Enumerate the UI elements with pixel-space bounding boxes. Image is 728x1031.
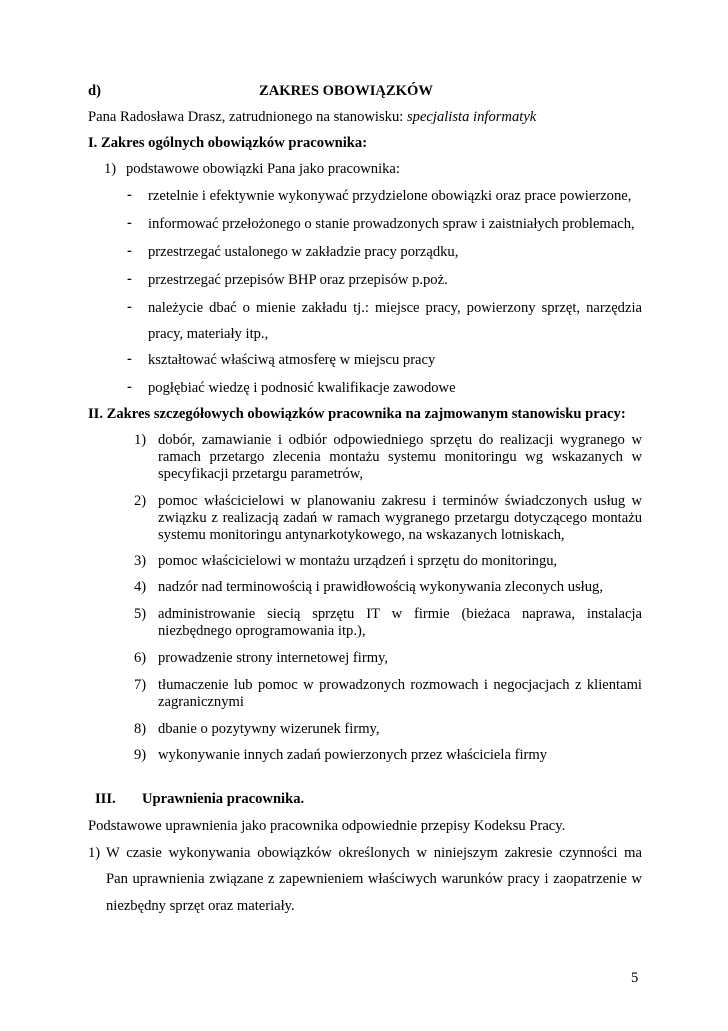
section2-heading: II. Zakres szczegółowych obowiązków pracownika na zajmowanym stanowisku pracy:: [88, 406, 626, 422]
page-number: 5: [631, 970, 639, 986]
section3-intro: Podstawowe uprawnienia jako pracownika odpowiednie przepisy Kodeksu Pracy.: [88, 818, 566, 834]
bullet-dash: -: [127, 243, 132, 259]
section1-item-text: podstawowe obowiązki Pana jako pracownika:: [126, 161, 400, 177]
subtitle-role: specjalista informatyk: [406, 109, 537, 125]
list-item-line: związku z realizacją zadań w ramach wygranego przetargu dotyczącego montażu: [158, 510, 642, 526]
list-item-line: ramach przetargo zlecenia montażu systemu monitoringu wg wskazanych w: [158, 449, 642, 465]
list-item-line: prowadzenie strony internetowej firmy,: [158, 650, 389, 666]
bullet-text: należycie dbać o mienie zakładu tj.: miejsce pracy, powierzony sprzęt, narzędzia: [148, 300, 642, 316]
bullet-text: pogłębiać wiedzę i podnosić kwalifikacje zawodowe: [148, 380, 456, 396]
list-item-line: pomoc właścicielowi w montażu urządzeń i sprzętu do monitoringu,: [158, 553, 558, 569]
list-number: 2): [134, 493, 147, 509]
list-number: 5): [134, 606, 147, 622]
list-item-line: specyfikacji przetargu parametrów,: [158, 466, 364, 482]
section3-heading: Uprawnienia pracownika.: [142, 791, 305, 807]
bullet-text: kształtować właściwą atmosferę w miejscu pracy: [148, 352, 436, 368]
section1-heading: I. Zakres ogólnych obowiązków pracownika:: [88, 135, 368, 151]
bullet-text: przestrzegać przepisów BHP oraz przepisów p.poż.: [148, 272, 448, 288]
bullet-text: rzetelnie i efektywnie wykonywać przydzielone obowiązki oraz prace powierzone,: [148, 188, 632, 204]
list-number: 8): [134, 721, 147, 737]
list-number: 1): [88, 845, 101, 861]
list-item-line: zagranicznymi: [158, 694, 244, 710]
list-item-line: wykonywanie innych zadań powierzonych przez właściciela firmy: [158, 747, 548, 763]
section1-item-number: 1): [104, 161, 117, 177]
list-item-line: tłumaczenie lub pomoc w prowadzonych rozmowach i negocjacjach z klientami: [158, 677, 642, 693]
list-item-line: dbanie o pozytywny wizerunek firmy,: [158, 721, 380, 737]
subtitle-text: Pana Radosława Drasz, zatrudnionego na stanowisku:: [88, 109, 407, 125]
list-number: 4): [134, 579, 147, 595]
list-item-line: Pan uprawnienia związane z zapewnieniem właściwych warunków pracy i zaopatrzenie w: [106, 871, 642, 887]
bullet-dash: -: [127, 379, 132, 395]
bullet-dash: -: [127, 271, 132, 287]
page-title: ZAKRES OBOWIĄZKÓW: [259, 83, 433, 99]
bullet-dash: -: [127, 351, 132, 367]
bullet-dash: -: [127, 215, 132, 231]
bullet-dash: -: [127, 187, 132, 203]
subtitle: [88, 108, 536, 126]
list-item-line: niezbędny sprzęt oraz materiały.: [106, 898, 295, 914]
list-item-line: systemu monitoringu antynarkotykowego, na wskazanych lotniskach,: [158, 527, 565, 543]
list-number: 9): [134, 747, 147, 763]
list-number: 3): [134, 553, 147, 569]
list-number: 1): [134, 432, 147, 448]
list-item-line: administrowanie siecią sprzętu IT w firmie (bieżaca naprawa, instalacja: [158, 606, 642, 622]
list-item-line: W czasie wykonywania obowiązków określonych w niniejszym zakresie czynności ma: [106, 845, 642, 861]
bullet-text: przestrzegać ustalonego w zakładzie pracy porządku,: [148, 244, 459, 260]
list-number: 7): [134, 677, 147, 693]
list-item-line: pomoc właścicielowi w planowaniu zakresu i terminów świadczonych usług w: [158, 493, 642, 509]
list-item-line: niezbędnego oprogramowania itp.),: [158, 623, 366, 639]
list-item-line: dobór, zamawianie i odbiór odpowiedniego sprzętu do realizacji wygranego w: [158, 432, 642, 448]
bullet-text: informować przełożonego o stanie prowadzonych spraw i zaistniałych problemach,: [148, 216, 635, 232]
section3-number: III.: [95, 791, 116, 807]
bullet-dash: -: [127, 299, 132, 315]
section-letter: d): [88, 83, 101, 99]
list-item-line: nadzór nad terminowością i prawidłowością wykonywania zleconych usług,: [158, 579, 603, 595]
bullet-text-continued: pracy, materiały itp.,: [148, 326, 269, 342]
list-number: 6): [134, 650, 147, 666]
